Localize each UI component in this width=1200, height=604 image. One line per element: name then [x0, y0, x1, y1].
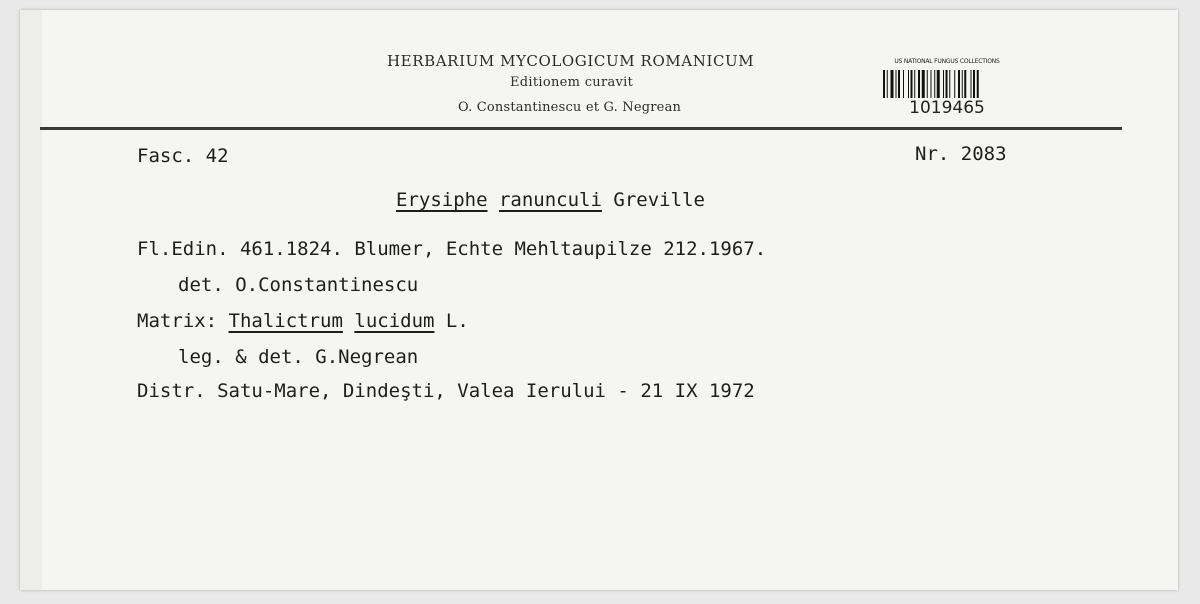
barcode-icon: [883, 70, 1011, 98]
host-matrix: [137, 310, 469, 332]
institution-title: HERBARIUM MYCOLOGICUM ROMANICUM: [387, 52, 755, 70]
locality-line: Distr. Satu-Mare, Dindeşti, Valea Ierului - 21 IX 1972: [137, 380, 755, 402]
editors-line: O. Constantinescu et G. Negrean: [458, 100, 682, 115]
determiner-line: det. O.Constantinescu: [178, 274, 419, 296]
barcode-caption: US NATIONAL FUNGUS COLLECTIONS: [894, 58, 1000, 65]
barcode-number: 1019465: [909, 98, 985, 118]
species-epithet: ranunculi: [498, 189, 602, 211]
specimen-number: Nr. 2083: [915, 143, 1007, 165]
species-author: Greville: [613, 189, 705, 211]
host-author: L.: [445, 310, 469, 332]
host-epithet: lucidum: [354, 310, 435, 332]
host-genus: Thalictrum: [228, 310, 343, 332]
fascicle-number: Fasc. 42: [137, 145, 229, 167]
label-left-edge: [20, 10, 42, 590]
edited-by-line: Editionem curavit: [510, 75, 634, 90]
matrix-label: Matrix:: [137, 310, 218, 332]
species-name: [396, 189, 705, 211]
species-genus: Erysiphe: [396, 189, 488, 211]
barcode-sticker: [877, 58, 1017, 120]
literature-reference: Fl.Edin. 461.1824. Blumer, Echte Mehltaupilze 212.1967.: [137, 238, 767, 260]
header-divider: [40, 127, 1122, 130]
collector-line: leg. & det. G.Negrean: [178, 346, 419, 368]
